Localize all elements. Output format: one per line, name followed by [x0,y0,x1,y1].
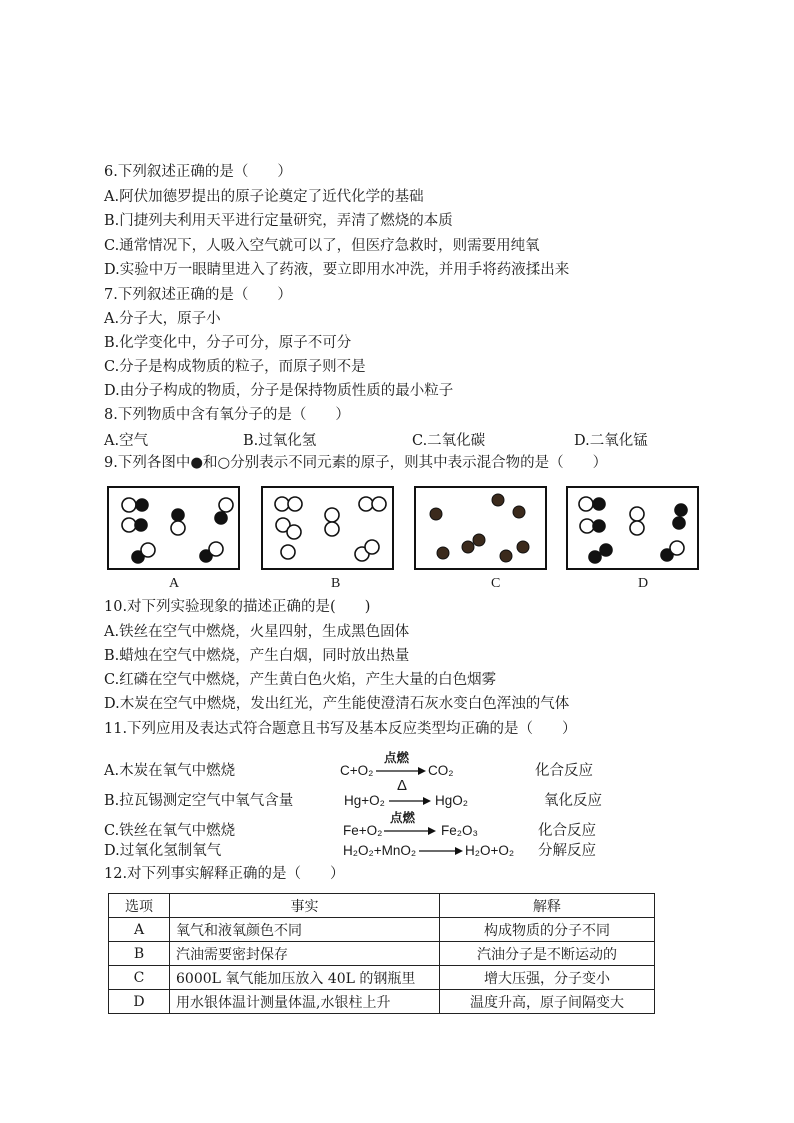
q8-option-b: B.过氧化氢 [243,433,317,449]
row-explanation: 温度升高，原子间隔变大 [440,990,655,1014]
header-option: 选项 [109,894,170,918]
q11-row-c-condition: 点燃 [390,811,416,825]
q11-row-b-application: B.拉瓦锡测定空气中氧气含量 [104,793,294,809]
particle-diagram-b [263,488,396,572]
table-row [109,966,655,990]
q11-row-c-products: Fe₂O₃ [441,823,478,838]
q11-row-a-arrow [376,766,426,776]
q8-option-c: C.二氧化碳 [412,433,486,449]
q11-row-d-application: D.过氧化氢制氧气 [104,843,222,859]
q6-stem: 6.下列叙述正确的是（ ） [104,164,292,180]
q6-option-a: A.阿伏加德罗提出的原子论奠定了近代化学的基础 [104,189,424,205]
row-option: C [109,966,170,990]
row-option: B [109,942,170,966]
row-fact: 6000L 氧气能加压放入 40L 的钢瓶里 [170,966,440,990]
q11-row-b-arrow [389,796,431,806]
q6-option-d: D.实验中万一眼睛里进入了药液，要立即用水冲洗，并用手将药液揉出来 [104,262,570,278]
q10-stem: 10.对下列实验现象的描述正确的是( ) [104,599,371,615]
q11-row-b-condition: Δ [397,777,408,794]
row-fact: 氧气和液氧颜色不同 [170,918,440,942]
q10-option-b: B.蜡烛在空气中燃烧，产生白烟，同时放出热量 [104,648,410,664]
q6-option-c: C.通常情况下，人吸入空气就可以了，但医疗急救时，则需要用纯氧 [104,238,540,254]
row-explanation: 增大压强，分子变小 [440,966,655,990]
q9-panel-c [414,486,547,570]
row-explanation: 汽油分子是不断运动的 [440,942,655,966]
q11-row-c-application: C.铁丝在氧气中燃烧 [104,823,236,839]
q8-stem: 8.下列物质中含有氧分子的是（ ） [104,407,350,423]
q11-row-b-type: 氧化反应 [544,793,602,809]
q6-option-b: B.门捷列夫利用天平进行定量研究，弄清了燃烧的本质 [104,213,453,229]
q9-label-c: C [491,576,501,591]
table-row [109,918,655,942]
q9-panel-a [107,486,240,570]
q8-option-d: D.二氧化锰 [574,433,648,449]
header-fact: 事实 [170,894,440,918]
q11-row-c-reactants: Fe+O₂ [343,823,383,838]
row-option: D [109,990,170,1014]
q11-row-b-products: HgO₂ [435,793,468,808]
q9-label-d: D [638,576,649,591]
q11-row-c-type: 化合反应 [538,823,596,839]
q11-row-a-reactants: C+O₂ [340,763,374,778]
q7-option-b: B.化学变化中，分子可分，原子不可分 [104,335,352,351]
table-row [109,942,655,966]
q12-stem: 12.对下列事实解释正确的是（ ） [104,866,345,882]
q11-row-d-type: 分解反应 [538,843,596,859]
q10-option-a: A.铁丝在空气中燃烧，火星四射，生成黑色固体 [104,624,410,640]
row-fact: 用水银体温计测量体温,水银柱上升 [170,990,440,1014]
row-explanation: 构成物质的分子不同 [440,918,655,942]
q11-stem: 11.下列应用及表达式符合题意且书写及基本反应类型均正确的是（ ） [104,721,577,737]
q11-row-a-products: CO₂ [428,763,454,778]
q7-option-c: C.分子是构成物质的粒子，而原子则不是 [104,359,366,375]
particle-diagram-d [568,488,701,572]
q10-option-d: D.木炭在空气中燃烧，发出红光，产生能使澄清石灰水变白色浑浊的气体 [104,696,570,712]
q9-label-b: B [331,576,341,591]
q12-facts-table [108,893,655,1014]
q8-option-a: A.空气 [104,433,149,449]
particle-diagram-c [416,488,549,572]
table-row [109,990,655,1014]
q11-row-b-reactants: Hg+O₂ [344,793,385,808]
table-header-row [109,894,655,918]
row-option: A [109,918,170,942]
q7-stem: 7.下列叙述正确的是（ ） [104,287,292,303]
q10-option-c: C.红磷在空气中燃烧，产生黄白色火焰，产生大量的白色烟雾 [104,672,497,688]
q7-option-a: A.分子大，原子小 [104,311,221,327]
q7-option-d: D.由分子构成的物质，分子是保持物质性质的最小粒子 [104,383,454,399]
q9-stem: 9.下列各图中●和○分别表示不同元素的原子，则其中表示混合物的是（ ） [104,455,608,471]
q11-row-a-condition: 点燃 [384,751,410,765]
q11-row-c-arrow [384,826,436,836]
q11-row-d-products: H₂O+O₂ [465,843,515,858]
header-explanation: 解释 [440,894,655,918]
q11-row-d-arrow [419,846,463,856]
q11-row-d-reactants: H₂O₂+MnO₂ [343,843,417,858]
q9-panel-d [566,486,699,570]
q9-label-a: A [169,576,180,591]
q11-row-a-application: A.木炭在氧气中燃烧 [104,763,236,779]
q11-row-a-type: 化合反应 [535,763,593,779]
q9-panel-b [261,486,394,570]
row-fact: 汽油需要密封保存 [170,942,440,966]
particle-diagram-a [109,488,242,572]
